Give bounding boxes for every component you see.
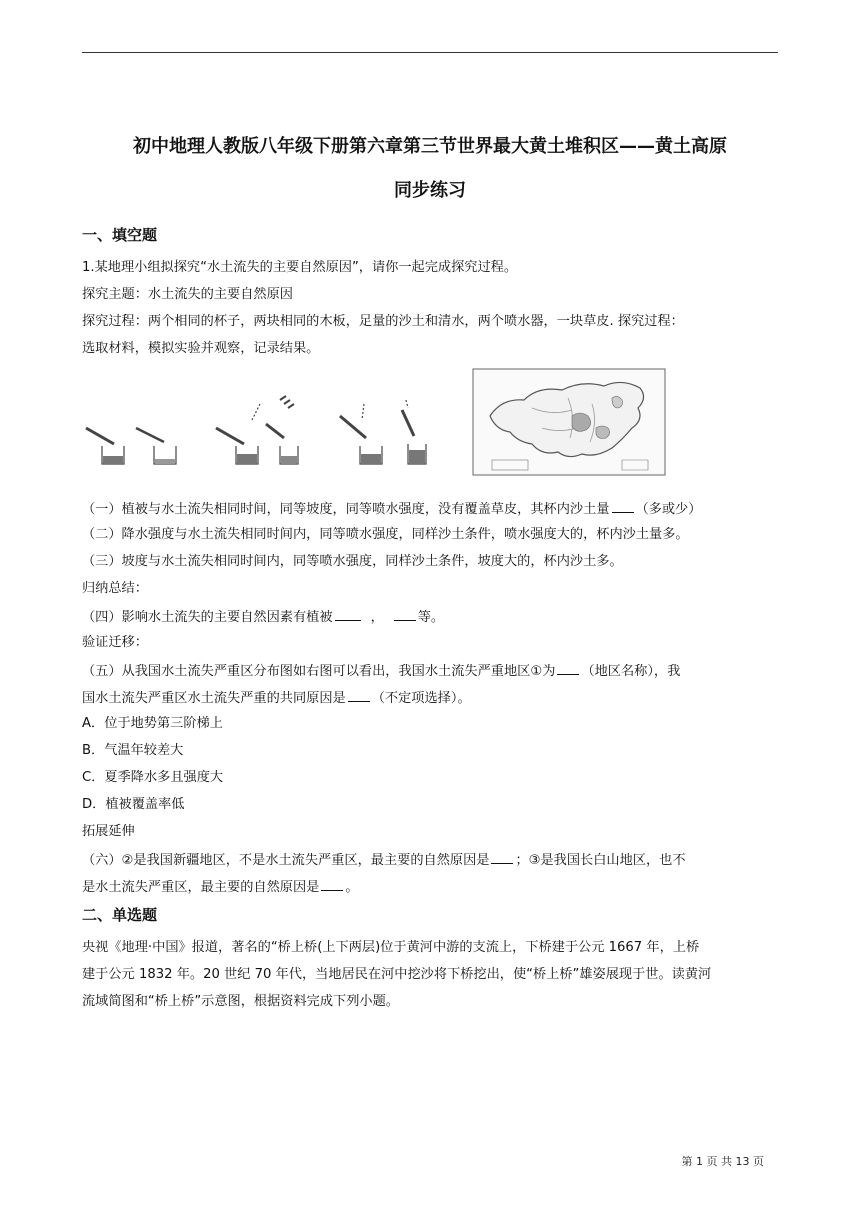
q1-part5-line2: [82, 687, 782, 709]
q1-part6-line1: [82, 849, 782, 871]
answer-blank[interactable]: [335, 606, 361, 621]
q1-part5-text: （五）从我国水土流失严重区分布图如右图可以看出，我国水土流失严重地区①为: [82, 664, 556, 679]
q1-process-line2: 选取材料，模拟实验并观察，记录结果。: [82, 341, 320, 356]
q1-part1-text: （一）植被与水土流失相同时间，同等坡度，同等喷水强度，没有覆盖草皮，其杯内沙土量: [82, 502, 610, 517]
option-b: B．气温年较差大: [82, 743, 184, 758]
q1-part4: [82, 606, 782, 628]
q1-summary-label: 归纳总结：: [82, 581, 148, 596]
q1-part2: （二）降水强度与水土流失相同时间内，同等喷水强度，同样沙土条件，喷水强度大的，杯内沙土量多。: [82, 527, 689, 542]
q1-theme: 探究主题：水土流失的主要自然原因: [82, 287, 293, 302]
answer-blank[interactable]: [557, 660, 579, 675]
answer-blank[interactable]: [321, 876, 343, 891]
q1-part6-text: （六）②是我国新疆地区，不是水土流失严重区，最主要的自然原因是: [82, 853, 490, 868]
china-soil-erosion-map: [472, 368, 666, 476]
q2-passage-line1: 央视《地理·中国》报道，著名的“桥上桥(上下两层)位于黄河中游的支流上，下桥建于公元 1667 年，上桥: [82, 940, 700, 955]
q1-part6-line2: [82, 876, 782, 898]
q1-part5-hint2: （不定项选择）。: [371, 691, 471, 706]
q1-process-line1: 探究过程：两个相同的杯子，两块相同的木板，足量的沙土和清水，两个喷水器，一块草皮. 探究过程：: [82, 314, 684, 329]
answer-blank[interactable]: [348, 687, 370, 702]
q1-part5-text2: 国水土流失严重区水土流失严重的共同原因是: [82, 691, 346, 706]
q1-part4-end: 等。: [417, 610, 445, 625]
header-rule: [82, 52, 778, 53]
q1-intro: 1.某地理小组拟探究“水土流失的主要自然原因”，请你一起完成探究过程。: [82, 260, 518, 275]
answer-blank[interactable]: [394, 606, 416, 621]
q1-part6-text2: ；③是我国长白山地区，也不: [515, 853, 686, 868]
q1-part5-hint: （地区名称），我: [581, 664, 681, 679]
q1-part5-line1: [82, 660, 782, 682]
q1-part6-end: 。: [345, 880, 359, 895]
q1-part1-hint: （多或少）: [635, 502, 702, 517]
q1-part4-text: （四）影响水土流失的主要自然因素有植被: [82, 610, 333, 625]
q1-extend-label: 拓展延伸: [82, 824, 135, 839]
q1-part1: [82, 498, 782, 520]
q1-part4-sep: ，: [370, 610, 384, 625]
option-a: A．位于地势第三阶梯上: [82, 716, 223, 731]
page-subtitle: 同步练习: [394, 180, 466, 201]
page-number-footer: 第 1 页 共 13 页: [681, 1155, 764, 1168]
q1-part3: （三）坡度与水土流失相同时间内，同等喷水强度，同样沙土条件，坡度大的，杯内沙土多。: [82, 554, 623, 569]
q2-passage-line3: 流域简图和“桥上桥”示意图，根据资料完成下列小题。: [82, 994, 399, 1009]
option-d: D．植被覆盖率低: [82, 797, 185, 812]
q1-part6-text3: 是水土流失严重区，最主要的自然原因是: [82, 880, 320, 895]
option-c: C．夏季降水多且强度大: [82, 770, 224, 785]
experiment-illustration: [84, 384, 444, 470]
section-heading-single-choice: 二、单选题: [82, 906, 158, 924]
answer-blank[interactable]: [612, 498, 634, 513]
answer-blank[interactable]: [491, 849, 513, 864]
q2-passage-line2: 建于公元 1832 年。20 世纪 70 年代，当地居民在河中挖沙将下桥挖出，使“桥上桥”雄姿展现于世。读黄河: [82, 967, 712, 982]
page-title: 初中地理人教版八年级下册第六章第三节世界最大黄土堆积区——黄土高原: [133, 136, 727, 157]
q1-verify-label: 验证迁移：: [82, 635, 148, 650]
section-heading-fill-blank: 一、填空题: [82, 226, 158, 244]
